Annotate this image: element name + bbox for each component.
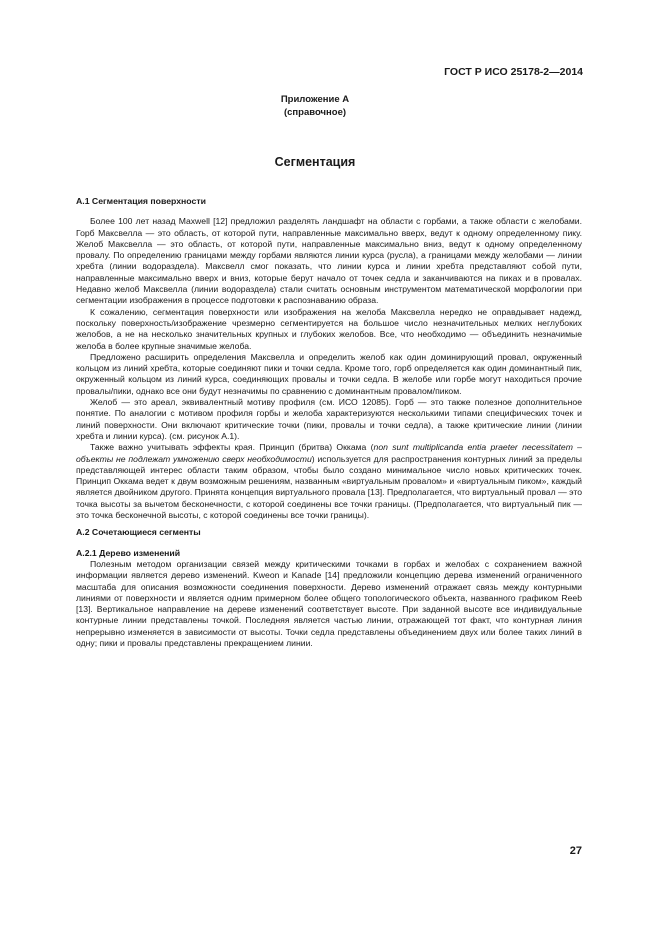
- text-run: Также важно учитывать эффекты края. Принцип (бритва) Оккама (: [90, 442, 374, 453]
- latin-phrase: non sunt multiplicanda entia praeter necessitatem: [373, 442, 573, 453]
- page-title: Сегментация: [274, 155, 356, 169]
- text-run: –: [572, 442, 582, 453]
- page-number: 27: [569, 845, 582, 857]
- paragraph: К сожалению, сегментация поверхности или изображения на желоба Максвелла нередко не оправдывает надежд, поскольку поверхность/изображение чрезмерно сегментируется на большое число незначительных мелких неглубоких желобов, а не на несколько значительных крупных и глубоких желобов. Все, что необходимо — объединить незначимые желоба в более крупные значимые желоба.: [76, 306, 582, 351]
- translation-phrase: объекты не подлежат умножению сверх необходимости: [76, 453, 312, 464]
- paragraph: Желоб — это ареал, эквивалентный мотиву профиля (см. ИСО 12085). Горб — это также полезное дополнительное понятие. По аналогии с мотивом профиля горбы и желоба характеризуются несколькими типами специфических точек и линий поверхности. Они включают критические точки (пики, провалы и точки седла), а также критические линии (линии хребта и линии курса). (см. рисунок А.1).: [76, 397, 582, 441]
- paragraph: Предложено расширить определения Максвелла и определить желоб как один доминирующий провал, окруженный кольцом из линий хребта, которые соединяют пики и точки седла. Кроме того, горб определяется как один доминантный пик, окруженный кольцом из линий курса, соединяющих провалы и точки седла. В желобе или горбе могут находиться прочие провалы/пики, однако все они будут незначимы по сравнению с доминантным провалом/пиком.: [76, 351, 582, 396]
- appendix-heading: [0, 93, 630, 119]
- paragraph: Полезным методом организации связей между критическими точками в горбах и желобах с сохранением важной информации является дерево изменений. Kweon и Kanade [14] предложили концепцию дерева изменений ограниченного масштаба для описания возможности соединения поверхности. Дерево изменений отражает связь между контурными линиями от поверхности и является одним примерном более общего топологического объекта, названного графиком Reeb [13]. Вертикальное направление на дереве изменений соответствует высоте. При заданной высоте все индивидуальные контурные линии представлены точкой. Последняя является частью линии, отражающей тот факт, что контурная линия непрерывно изменяется в зависимости от высоты. Точки седла представлены объединением двух или более таких линий в одну; пики и провалы представлены прекращением линии.: [76, 558, 582, 648]
- appendix-subtitle: (справочное): [283, 107, 347, 118]
- text-run: ) используется для распространения контурных линий за пределы представляющей интерес области таким образом, чтобы было создано минимальное число новых критических точек. Принцип Оккама ведет к двум возможным решениям, названным «виртуальным провалом» и «виртуальным пиком», каждый является двойником другого. Принята концепция виртуального провала [13]. Предполагается, что виртуальный провал — это точка высоты за вычетом бесконечности, с которой соединены все точки границы. (Предполагается, что виртуальный пик — это точка бесконечной высоты, с которой соединены все точки границы).: [76, 453, 582, 521]
- section-heading-a1: А.1 Сегментация поверхности: [76, 196, 206, 206]
- paragraph-occam: [76, 442, 582, 521]
- section-heading-a2: А.2 Сочетающиеся сегменты: [76, 527, 201, 538]
- subsection-heading-a21: А.2.1 Дерево изменений: [76, 547, 181, 558]
- document-body: [76, 196, 582, 649]
- paragraph: Более 100 лет назад Maxwell [12] предложил разделять ландшафт на области с горбами, а также области с желобами. Горб Максвелла — это область, от которой пути, направленные максимально вверх, ведут к одному определенному пику. Желоб Максвелла — это область, от которой пути, направленные максимально вниз, ведут к одному определенному провалу. По определению границами между горбами являются линии курса (русла), а границами между желобами — линии хребта (линии водораздела). Максвелл смог показать, что линии курса и линии хребта представляют собой пути, направленные максимально вверх и вниз, которые берут начало от точек седла и заканчиваются на пиках и в провалах. Недавно желоб Максвелла (линии водораздела) стали считать основным инструментом математической морфологии при сегментации изображения в процессе подготовки к распознаванию образа.: [76, 216, 582, 306]
- appendix-title: Приложение А: [280, 94, 350, 105]
- standard-header: ГОСТ Р ИСО 25178-2—2014: [444, 66, 583, 78]
